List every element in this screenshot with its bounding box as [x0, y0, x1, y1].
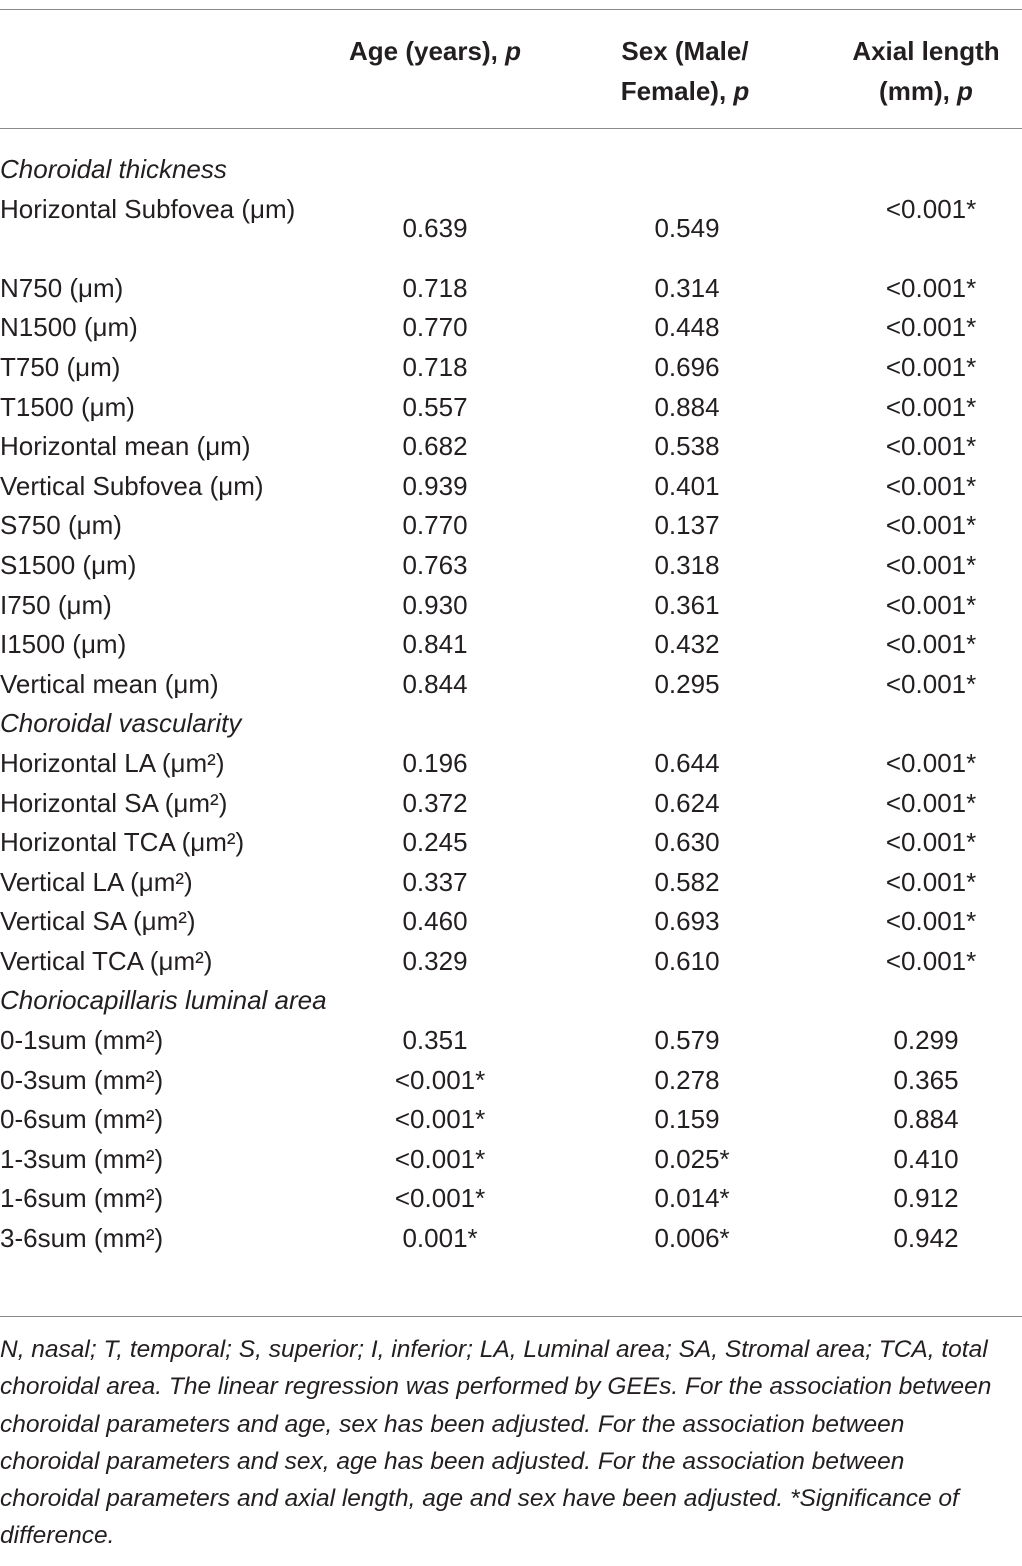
significance-mark: * [966, 945, 977, 976]
significance-mark: * [966, 312, 977, 343]
table-row [0, 1061, 1022, 1101]
cell-age-p: 0.763 [402, 549, 468, 580]
cell-age-p: 0.844 [402, 668, 468, 699]
significance-mark: * [475, 1104, 486, 1135]
table-row [0, 1219, 1022, 1259]
significance-mark: * [475, 1143, 486, 1174]
cell-axial-p: <0.001 * [926, 665, 1006, 705]
cell-axial-p: <0.001 * [926, 784, 1006, 824]
table-row [0, 744, 1022, 784]
significance-mark: * [966, 391, 977, 422]
row-label: N1500 (μm) [0, 312, 138, 343]
significance-mark: * [966, 510, 977, 541]
cell-axial-p: <0.001 * [926, 427, 1006, 467]
significance-mark: * [467, 1223, 478, 1254]
table-row [0, 1100, 1022, 1140]
row-label: Horizontal TCA (μm²) [0, 827, 245, 858]
cell-sex-p: 0.884 [654, 391, 720, 422]
cell-axial-p: <0.001 * [926, 942, 1006, 982]
cell-sex-p: 0.644 [654, 747, 720, 778]
significance-mark: * [966, 827, 977, 858]
significance-mark: * [966, 629, 977, 660]
section-label: Choroidal thickness [0, 154, 227, 184]
row-label: Vertical SA (μm²) [0, 906, 196, 937]
cell-age-p: <0.001 * [435, 1179, 515, 1219]
table-row [0, 308, 1022, 348]
cell-axial-p: <0.001 * [926, 902, 1006, 942]
table-row [0, 902, 1022, 942]
cell-sex-p: 0.538 [654, 431, 720, 462]
cell-age-p: <0.001 * [435, 1140, 515, 1180]
cell-axial-p: <0.001 * [926, 863, 1006, 903]
table-row [0, 665, 1022, 705]
cell-age-p: 0.770 [402, 312, 468, 343]
cell-age-p: 0.337 [402, 866, 468, 897]
cell-age-p: 0.372 [402, 787, 468, 818]
row-label: Vertical Subfovea (μm) [0, 470, 264, 501]
significance-mark: * [966, 906, 977, 937]
row-label: 0-1sum (mm²) [0, 1025, 164, 1056]
table-row [0, 784, 1022, 824]
significance-mark: * [719, 1143, 730, 1174]
cell-age-p: 0.639 [402, 213, 468, 244]
cell-sex-p: 0.610 [654, 945, 720, 976]
cell-sex-p: 0.006 * [687, 1219, 752, 1259]
row-label: 1-6sum (mm²) [0, 1183, 164, 1214]
row-label: Vertical mean (μm) [0, 668, 219, 699]
cell-age-p: 0.718 [402, 351, 468, 382]
cell-sex-p: 0.025 * [687, 1140, 752, 1180]
cell-sex-p: 0.630 [654, 827, 720, 858]
significance-mark: * [966, 668, 977, 699]
header-axial-length: Axial length (mm), p [852, 36, 1000, 106]
significance-mark: * [966, 866, 977, 897]
table-row [0, 546, 1022, 586]
cell-sex-p: 0.582 [654, 866, 720, 897]
cell-age-p: <0.001 * [435, 1100, 515, 1140]
cell-axial-p: <0.001 * [926, 546, 1006, 586]
section-label: Choriocapillaris luminal area [0, 985, 327, 1016]
cell-axial-p: 0.365 [893, 1064, 959, 1095]
cell-age-p: 0.351 [402, 1025, 468, 1056]
cell-sex-p: 0.624 [654, 787, 720, 818]
row-label: S1500 (μm) [0, 549, 137, 580]
cell-sex-p: 0.295 [654, 668, 720, 699]
row-label: 0-3sum (mm²) [0, 1064, 164, 1095]
section-heading [0, 704, 1022, 744]
cell-sex-p: 0.432 [654, 629, 720, 660]
row-label: 3-6sum (mm²) [0, 1223, 164, 1254]
significance-mark: * [475, 1064, 486, 1095]
row-label: 1-3sum (mm²) [0, 1143, 164, 1174]
cell-age-p: 0.939 [402, 470, 468, 501]
table-row [0, 269, 1022, 309]
cell-axial-p: 0.942 [893, 1223, 959, 1254]
cell-sex-p: 0.014 * [687, 1179, 752, 1219]
table-header-rule [0, 128, 1022, 129]
cell-sex-p: 0.137 [654, 510, 720, 541]
cell-age-p: 0.682 [402, 431, 468, 462]
header-age: Age (years), p [349, 36, 521, 66]
row-label: Horizontal LA (μm²) [0, 747, 225, 778]
significance-mark: * [966, 549, 977, 580]
row-label: T750 (μm) [0, 351, 121, 382]
row-label: I1500 (μm) [0, 629, 127, 660]
cell-sex-p: 0.579 [654, 1025, 720, 1056]
cell-sex-p: 0.159 [654, 1104, 720, 1135]
cell-age-p: 0.557 [402, 391, 468, 422]
cell-sex-p: 0.549 [654, 213, 720, 244]
table-row [0, 625, 1022, 665]
row-label: T1500 (μm) [0, 391, 135, 422]
significance-mark: * [966, 747, 977, 778]
table-footnote: N, nasal; T, temporal; S, superior; I, inferior; LA, Luminal area; SA, Stromal area; TCA, total choroidal area. The linear regression was performed by GEEs. For the association between choroidal parameters and age, sex has been adjusted. For the association between choroidal parameters and sex, age has been adjusted. For the association between choroidal parameters and axial length, age and sex have been adjusted. *Significance of difference. [0, 1336, 992, 1550]
cell-age-p: 0.001 * [435, 1219, 500, 1259]
row-label: S750 (μm) [0, 510, 122, 541]
row-label: 0-6sum (mm²) [0, 1104, 164, 1135]
cell-axial-p: <0.001 * [926, 269, 1006, 309]
cell-axial-p: <0.001 * [926, 190, 1006, 230]
cell-age-p: 0.841 [402, 629, 468, 660]
table-row [0, 427, 1022, 467]
cell-axial-p: <0.001 * [926, 308, 1006, 348]
table-row [0, 1021, 1022, 1061]
row-label: I750 (μm) [0, 589, 112, 620]
cell-sex-p: 0.278 [654, 1064, 720, 1095]
cell-sex-p: 0.361 [654, 589, 720, 620]
cell-age-p: <0.001 * [435, 1061, 515, 1101]
row-label: Vertical TCA (μm²) [0, 945, 213, 976]
cell-axial-p: 0.884 [893, 1104, 959, 1135]
cell-age-p: 0.930 [402, 589, 468, 620]
table-body [0, 150, 1022, 1259]
table-row [0, 1179, 1022, 1219]
row-label: Horizontal mean (μm) [0, 431, 251, 462]
table-row [0, 863, 1022, 903]
cell-age-p: 0.460 [402, 906, 468, 937]
cell-age-p: 0.245 [402, 827, 468, 858]
cell-axial-p: <0.001 * [926, 744, 1006, 784]
row-label: Horizontal SA (μm²) [0, 787, 228, 818]
table-row [0, 506, 1022, 546]
row-label: Horizontal Subfovea (μm) [0, 193, 296, 224]
significance-mark: * [966, 787, 977, 818]
table-row [0, 348, 1022, 388]
significance-mark: * [966, 431, 977, 462]
significance-mark: * [966, 470, 977, 501]
table-top-rule [0, 9, 1022, 10]
table-row [0, 190, 1022, 269]
cell-sex-p: 0.401 [654, 470, 720, 501]
significance-mark: * [719, 1183, 730, 1214]
cell-axial-p: <0.001 * [926, 823, 1006, 863]
table-row [0, 467, 1022, 507]
cell-axial-p: <0.001 * [926, 388, 1006, 428]
cell-age-p: 0.770 [402, 510, 468, 541]
cell-axial-p: 0.912 [893, 1183, 959, 1214]
table-row [0, 823, 1022, 863]
row-label: Vertical LA (μm²) [0, 866, 193, 897]
table-row [0, 388, 1022, 428]
cell-axial-p: <0.001 * [926, 586, 1006, 626]
cell-axial-p: <0.001 * [926, 506, 1006, 546]
section-heading [0, 981, 1022, 1021]
cell-axial-p: 0.299 [893, 1025, 959, 1056]
table-row [0, 1140, 1022, 1180]
cell-axial-p: <0.001 * [926, 467, 1006, 507]
significance-mark: * [966, 193, 977, 224]
cell-sex-p: 0.448 [654, 312, 720, 343]
cell-sex-p: 0.693 [654, 906, 720, 937]
table-row [0, 942, 1022, 982]
significance-mark: * [966, 589, 977, 620]
significance-mark: * [475, 1183, 486, 1214]
section-heading [0, 150, 1022, 190]
cell-sex-p: 0.696 [654, 351, 720, 382]
cell-sex-p: 0.314 [654, 272, 720, 303]
significance-mark: * [719, 1223, 730, 1254]
significance-mark: * [966, 351, 977, 382]
table-row [0, 586, 1022, 626]
cell-age-p: 0.196 [402, 747, 468, 778]
cell-age-p: 0.329 [402, 945, 468, 976]
cell-axial-p: 0.410 [893, 1143, 959, 1174]
cell-axial-p: <0.001 * [926, 625, 1006, 665]
cell-sex-p: 0.318 [654, 549, 720, 580]
significance-mark: * [966, 272, 977, 303]
row-label: N750 (μm) [0, 272, 124, 303]
table-bottom-rule [0, 1316, 1022, 1317]
cell-age-p: 0.718 [402, 272, 468, 303]
cell-axial-p: <0.001 * [926, 348, 1006, 388]
section-label: Choroidal vascularity [0, 708, 242, 739]
header-sex: Sex (Male/ Female), p [620, 36, 750, 106]
